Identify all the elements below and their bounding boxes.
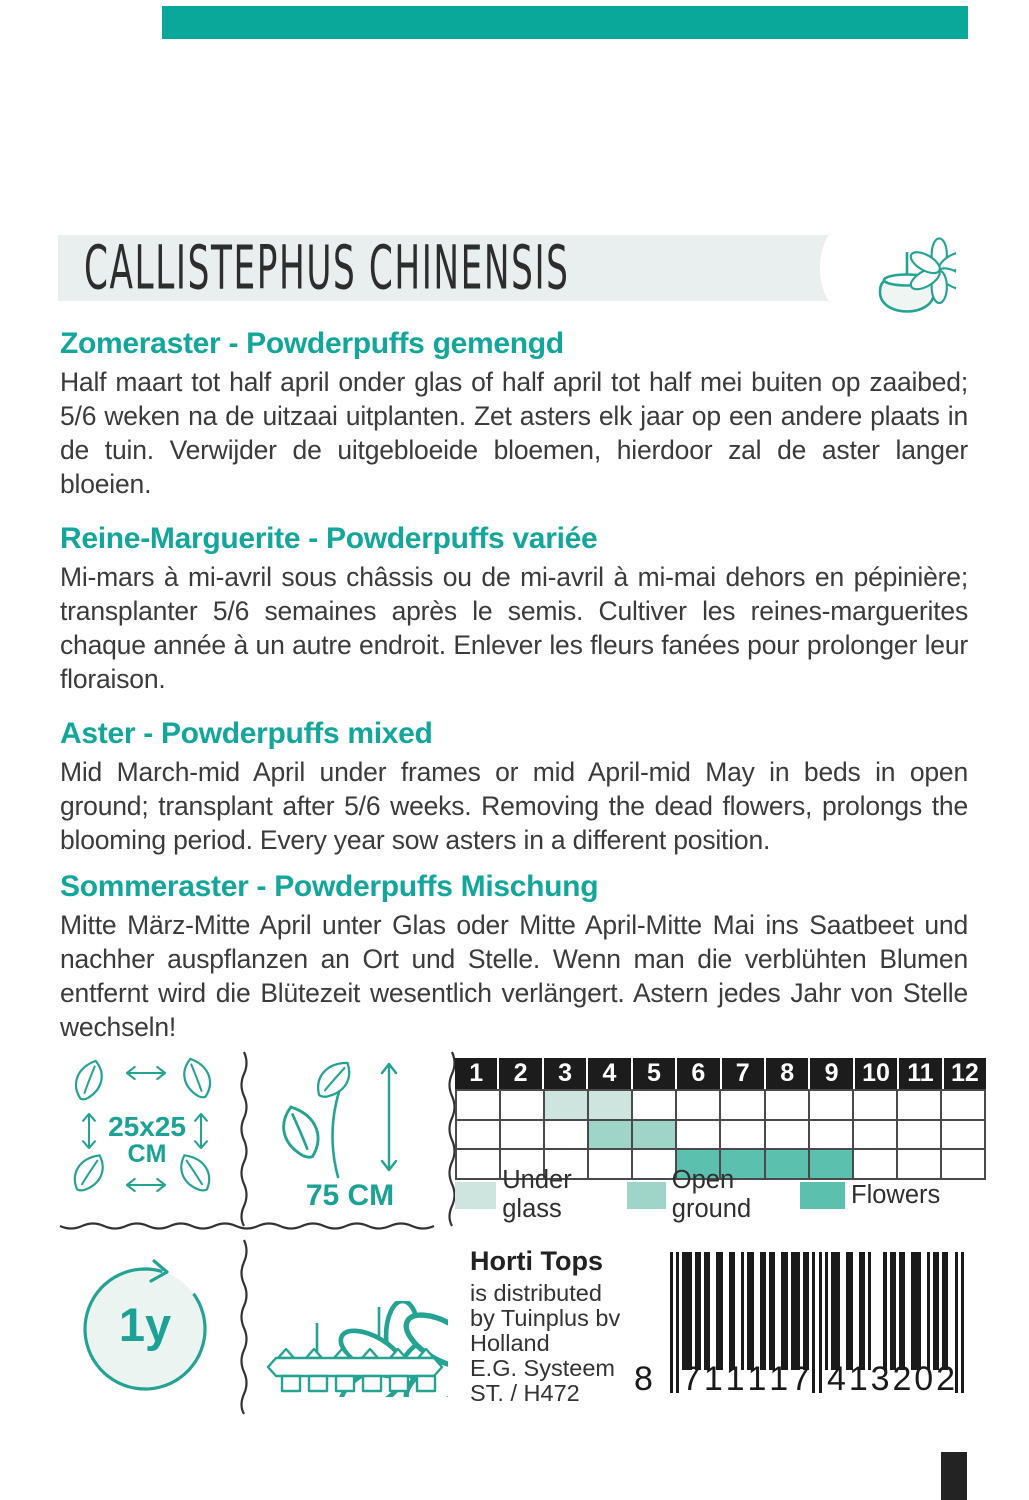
section-heading-fr: Reine-Marguerite - Powderpuffs variée [60,522,598,555]
calendar-cell-open-ground-9 [810,1121,852,1149]
section-body-de: Mitte März-Mitte April unter Glas oder Mitte April-Mitte Mai ins Saatbeet und nachher auspflanzen an Ort und Stelle. Wenn man die verblühten Blumen entfernt wird die Blütezeit wesentlich verlängert. Astern jedes Jahr von Stelle wechseln! [60,910,968,1042]
calendar-cell-flowers-10 [854,1150,896,1178]
vertical-arrow-icon [192,1108,210,1154]
ean-barcode [634,1252,966,1398]
calendar-cell-under-glass-12 [942,1091,984,1119]
calendar-cell-flowers-9 [810,1150,852,1178]
distributor-line: is distributed [470,1280,602,1306]
leaf-icon [310,1053,363,1107]
barcode-digits-right: 4 1 3 2 0 2 [827,1360,955,1398]
legend-item-flowers [800,1181,940,1210]
calendar-cell-under-glass-10 [854,1091,896,1119]
calendar-month-10: 10 [855,1058,897,1089]
species-banner [58,232,846,304]
legend-item-under-glass [455,1166,627,1224]
distributor-line: ST. / H472 [470,1380,580,1406]
species-title: CALLISTEPHUS CHINENSIS [84,232,570,304]
calendar-cell-open-ground-5 [633,1121,675,1149]
section-dutch [60,328,968,501]
calendar-legend [455,1166,986,1223]
calendar-month-8: 8 [766,1058,808,1089]
plant-height-icon [262,1055,412,1180]
legend-label-open-ground: Open ground [671,1166,752,1223]
horizontal-arrow-icon [120,1064,172,1082]
calendar-cell-under-glass-7 [721,1091,763,1119]
calendar-cell-open-ground-7 [721,1121,763,1149]
distributor-info [470,1246,660,1406]
calendar-cell-open-ground-4 [589,1121,631,1149]
calendar-cell-open-ground-3 [545,1121,587,1149]
calendar-month-3: 3 [544,1058,586,1089]
divider-horizontal [58,1220,452,1232]
section-body-en: Mid March-mid April under frames or mid April-mid May in beds in open ground; transplant after 5/6 weeks. Removing the dead flowers, prolongs the blooming period. Every year sow asters in a different position. [60,757,968,855]
print-registration-mark [941,1452,967,1500]
spacing-label [102,1112,192,1168]
calendar-header-row [455,1058,986,1089]
calendar-cell-under-glass-8 [766,1091,808,1119]
section-heading-de: Sommeraster - Powderpuffs Mischung [60,870,599,903]
calendar-cell-open-ground-10 [854,1121,896,1149]
calendar-month-1: 1 [455,1058,497,1089]
calendar-cell-under-glass-4 [589,1091,631,1119]
calendar-cell-under-glass-9 [810,1091,852,1119]
calendar-cell-under-glass-6 [677,1091,719,1119]
calendar-month-4: 4 [588,1058,630,1089]
distributor-line: E.G. Systeem [470,1355,615,1381]
calendar-cell-open-ground-6 [677,1121,719,1149]
distributor-line: Holland [470,1330,550,1356]
calendar-cell-open-ground-1 [457,1121,499,1149]
section-heading-en: Aster - Powderpuffs mixed [60,717,433,750]
barcode-digits-left: 7 1 1 1 1 7 [682,1360,810,1398]
calendar-cell-flowers-11 [898,1150,940,1178]
section-german [60,871,968,1044]
legend-swatch-flowers [800,1182,845,1209]
plant-height-label: 75 CM [305,1179,395,1212]
calendar-cell-under-glass-11 [898,1091,940,1119]
leaf-icon [267,1100,329,1164]
divider-vertical-3 [238,1238,250,1416]
calendar-month-11: 11 [899,1058,941,1089]
calendar-month-6: 6 [677,1058,719,1089]
calendar-month-12: 12 [944,1058,986,1089]
spacing-value: 25x25 [108,1111,186,1142]
leaf-icon [171,1053,219,1102]
section-heading-nl: Zomeraster - Powderpuffs gemengd [60,327,564,360]
leaf-icon [67,1055,115,1104]
distributor-line: by Tuinplus bv [470,1305,621,1331]
section-body-nl: Half maart tot half april onder glas of half april tot half mei buiten op zaaibed; 5/6 weken na de uitzaai uitplanten. Zet asters elk jaar op een andere plaats in de tuin. Verwijder de uitgebloeide bloemen, hierdoor zal de aster langer bloeien. [60,367,968,499]
divider-vertical-1 [238,1050,250,1228]
calendar-cell-under-glass-1 [457,1091,499,1119]
calendar-cell-open-ground-11 [898,1121,940,1149]
top-color-bar [162,6,968,39]
horizontal-arrow-icon [120,1176,172,1194]
distributor-name: Horti Tops [470,1246,603,1276]
vertical-arrow-icon [80,1108,98,1154]
calendar-month-2: 2 [499,1058,541,1089]
barcode-digit-first: 8 [634,1360,653,1398]
calendar-cell-open-ground-8 [766,1121,808,1149]
calendar-month-9: 9 [810,1058,852,1089]
calendar-cell-under-glass-5 [633,1091,675,1119]
flower-tray-icon [262,1245,448,1397]
legend-label-under-glass: Under glass [502,1166,572,1223]
sowing-calendar [455,1058,986,1180]
calendar-month-5: 5 [633,1058,675,1089]
section-french [60,523,968,696]
annual-cycle-label: 1y [118,1298,172,1351]
calendar-cell-flowers-12 [942,1150,984,1178]
calendar-cell-open-ground-12 [942,1121,984,1149]
spacing-unit: CM [127,1140,167,1169]
legend-swatch-open-ground [627,1182,666,1209]
section-body-fr: Mi-mars à mi-avril sous châssis ou de mi-avril à mi-mai dehors en pépinière; transplanter 5/6 semaines après le semis. Cultiver les reines-marguerites chaque année à un autre endroit. Enlever les fleurs fanées pour prolonger leur floraison. [60,562,968,694]
section-english [60,718,968,857]
legend-swatch-under-glass [455,1182,496,1209]
potted-flower-icon [852,210,956,322]
vertical-arrow-icon [378,1057,400,1177]
calendar-cell-under-glass-3 [545,1091,587,1119]
calendar-cell-open-ground-2 [501,1121,543,1149]
calendar-month-7: 7 [722,1058,764,1089]
legend-item-open-ground [627,1166,800,1224]
legend-label-flowers: Flowers [851,1180,941,1209]
calendar-cell-under-glass-2 [501,1091,543,1119]
